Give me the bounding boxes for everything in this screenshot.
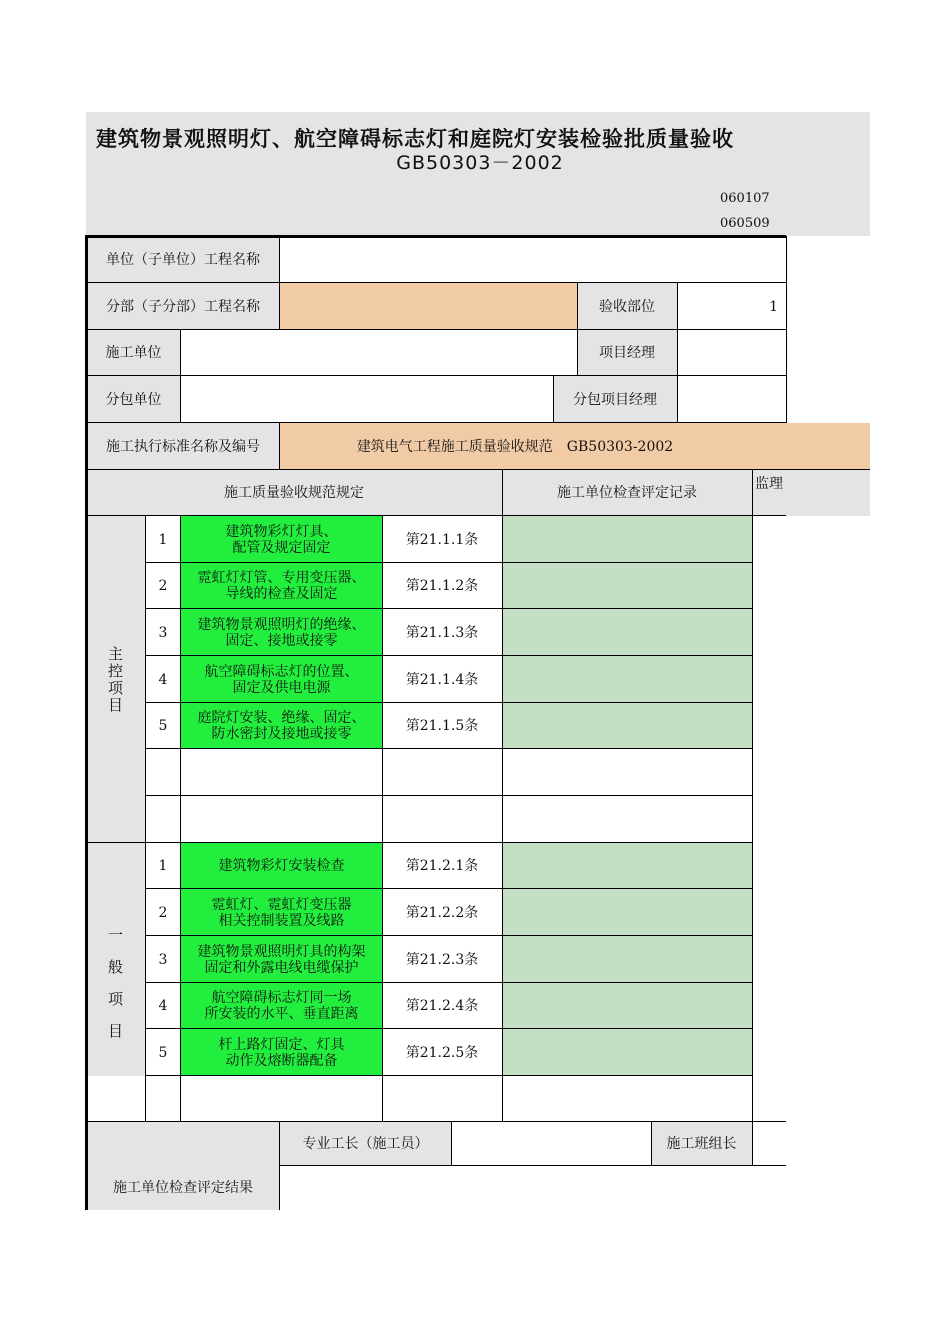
general-item-1-record-field[interactable] xyxy=(502,843,752,889)
main-item-4-desc: 航空障碍标志灯的位置、 固定及供电电源 xyxy=(204,663,359,696)
main-control-label: 主 控 项 目 xyxy=(107,644,123,714)
exec-standard-value: 建筑电气工程施工质量验收规范 GB50303-2002 xyxy=(356,438,674,455)
main-item-1-clause: 第21.1.1条 xyxy=(405,531,479,548)
main-item-4-clause: 第21.1.4条 xyxy=(405,671,479,688)
standard-code: GB50303－2002 xyxy=(396,152,564,174)
main-item-3-clause: 第21.1.3条 xyxy=(405,624,479,641)
main-item-4-record-field[interactable] xyxy=(502,656,752,703)
acceptance-part-value[interactable]: 1 xyxy=(769,298,778,315)
general-item-2-desc: 霓虹灯、霓虹灯变压器 相关控制装置及线路 xyxy=(211,896,352,929)
construction-unit-label: 施工单位 xyxy=(105,345,162,361)
form-code-1: 060107 xyxy=(720,191,770,206)
main-item-3-no: 3 xyxy=(158,624,168,641)
main-item-2-record-field[interactable] xyxy=(502,563,752,609)
general-item-1-clause: 第21.2.1条 xyxy=(405,858,479,874)
main-item-1-desc: 建筑物彩灯灯具、 配管及规定固定 xyxy=(225,523,338,556)
general-item-5-clause: 第21.2.5条 xyxy=(405,1044,479,1061)
sub-project-label: 分部（子分部）工程名称 xyxy=(106,298,260,315)
main-item-1-record-field[interactable] xyxy=(502,516,752,563)
general-item-2-no: 2 xyxy=(158,904,168,921)
foreman-value[interactable] xyxy=(452,1122,651,1166)
main-item-2-clause: 第21.1.2条 xyxy=(405,578,479,594)
supervision-column-header xyxy=(752,470,786,516)
subcontract-manager-label: 分包项目经理 xyxy=(573,391,657,408)
unit-project-value[interactable] xyxy=(280,236,786,283)
project-manager-label: 项目经理 xyxy=(599,345,655,361)
grid-line xyxy=(502,470,503,1122)
main-item-3-record-field[interactable] xyxy=(502,609,752,656)
spec-column-header: 施工质量验收规范规定 xyxy=(224,485,364,501)
main-item-2-no: 2 xyxy=(158,578,168,594)
record-column-header: 施工单位检查评定记录 xyxy=(557,485,697,501)
acceptance-part-label: 验收部位 xyxy=(599,298,655,315)
general-item-4-desc: 航空障碍标志灯同一场 所安装的水平、垂直距离 xyxy=(204,990,359,1022)
general-item-5-record-field[interactable] xyxy=(502,1029,752,1076)
main-item-5-no: 5 xyxy=(158,718,168,734)
main-item-1-no: 1 xyxy=(158,531,168,548)
form-code-2: 060509 xyxy=(720,216,770,231)
sub-project-value xyxy=(280,283,577,330)
exec-standard-label: 施工执行标准名称及编号 xyxy=(106,438,260,455)
general-label: 一 般 项 目 xyxy=(107,925,123,1040)
general-item-5-desc: 杆上路灯固定、灯具 动作及熔断器配备 xyxy=(218,1036,345,1069)
general-item-3-clause: 第21.2.3条 xyxy=(405,951,479,968)
main-item-5-record-field[interactable] xyxy=(502,703,752,749)
general-item-1-no: 1 xyxy=(158,858,168,874)
project-manager-value[interactable] xyxy=(677,330,786,376)
main-item-2-desc: 霓虹灯灯管、专用变压器、 导线的检查及固定 xyxy=(197,570,366,602)
general-item-4-clause: 第21.2.4条 xyxy=(405,998,479,1014)
general-item-3-record-field[interactable] xyxy=(502,936,752,983)
main-item-3-desc: 建筑物景观照明灯的绝缘、 固定、接地或接零 xyxy=(197,616,366,649)
grid-line xyxy=(145,795,752,796)
subcontract-unit-label: 分包单位 xyxy=(105,391,162,408)
grid-line xyxy=(786,236,787,423)
main-item-5-desc: 庭院灯安装、绝缘、固定、 防水密封及接地或接零 xyxy=(197,710,366,742)
construction-unit-value[interactable] xyxy=(181,330,577,376)
subcontract-unit-value[interactable] xyxy=(181,376,553,423)
subcontract-manager-value[interactable] xyxy=(677,376,786,423)
unit-project-label: 单位（子单位）工程名称 xyxy=(106,251,260,268)
general-item-4-record-field[interactable] xyxy=(502,983,752,1029)
general-item-2-record-field[interactable] xyxy=(502,889,752,936)
team-leader-label: 施工班组长 xyxy=(666,1136,737,1152)
general-item-2-clause: 第21.2.2条 xyxy=(405,904,479,921)
main-item-4-no: 4 xyxy=(158,671,168,688)
general-item-3-no: 3 xyxy=(158,951,168,968)
general-item-4-no: 4 xyxy=(158,998,168,1014)
result-value[interactable] xyxy=(280,1166,786,1210)
general-item-3-desc: 建筑物景观照明灯具的构架 固定和外露电线电缆保护 xyxy=(197,943,366,976)
main-item-5-clause: 第21.1.5条 xyxy=(405,718,479,734)
general-item-1-desc: 建筑物彩灯安装检查 xyxy=(218,858,345,874)
supervision-column-label: 监理 xyxy=(755,476,783,492)
grid-line xyxy=(752,470,753,1166)
form-title: 建筑物景观照明灯、航空障碍标志灯和庭院灯安装检验批质量验收 xyxy=(96,127,734,151)
foreman-label: 专业工长（施工员） xyxy=(302,1136,429,1152)
general-item-5-no: 5 xyxy=(158,1044,168,1061)
result-label: 施工单位检查评定结果 xyxy=(113,1180,253,1196)
team-leader-value[interactable] xyxy=(753,1122,786,1166)
